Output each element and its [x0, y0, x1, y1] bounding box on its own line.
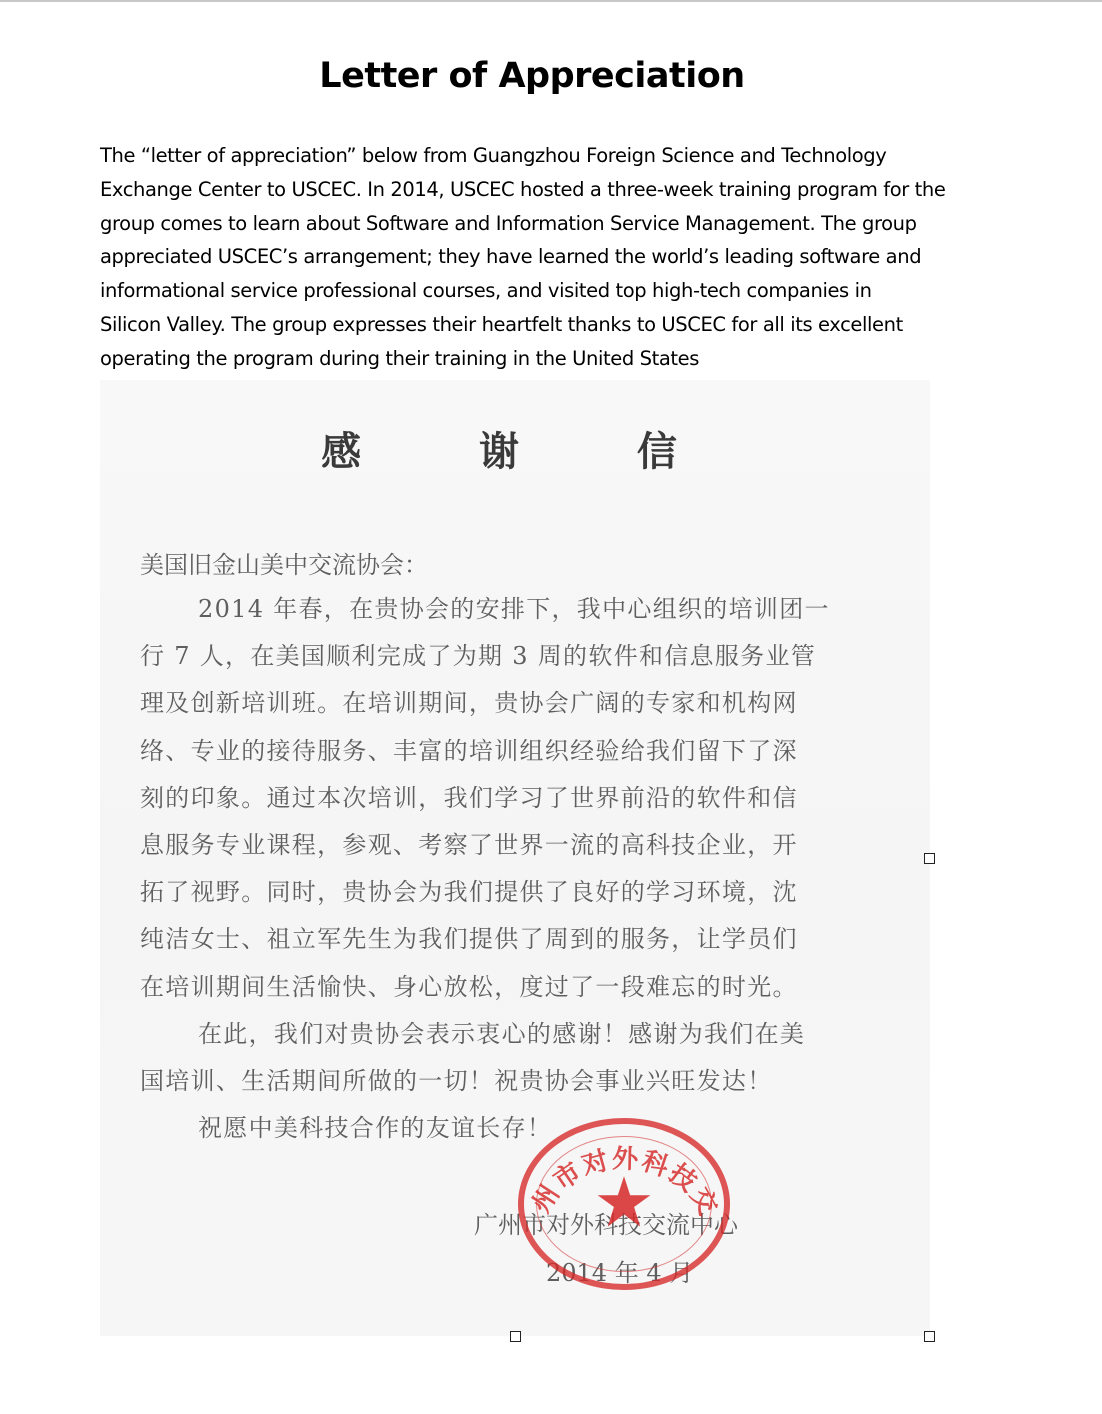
letter-title: 感 谢 信: [321, 428, 729, 475]
intro-line: group comes to learn about Software and Information Service Management. The group: [100, 211, 917, 235]
letter-line: 在培训期间生活愉快、身心放松，度过了一段难忘的时光。: [140, 972, 798, 1001]
red-seal-stamp: [518, 1118, 730, 1290]
letter-line: 刻的印象。通过本次培训，我们学习了世界前沿的软件和信: [140, 783, 798, 812]
intro-line: appreciated USCEC’s arrangement; they have learned the world’s leading software and: [100, 245, 922, 269]
letter-line: 纯洁女士、祖立军先生为我们提供了周到的服务，让学员们: [140, 925, 798, 954]
letter-line: 国培训、生活期间所做的一切！祝贵协会事业兴旺发达！: [140, 1067, 773, 1096]
intro-line: operating the program during their training in the United States: [100, 346, 700, 370]
star-icon: [596, 1174, 652, 1230]
intro-line: Exchange Center to USCEC. In 2014, USCEC hosted a three-week training program for the: [100, 177, 946, 201]
scanned-letter-image[interactable]: [100, 380, 930, 1336]
document-title: Letter of Appreciation: [319, 56, 745, 96]
resize-handle-right[interactable]: [924, 853, 935, 864]
resize-handle-bottom[interactable]: [510, 1331, 521, 1342]
letter-salutation: 美国旧金山美中交流协会：: [140, 551, 428, 579]
letter-line: 络、专业的接待服务、丰富的培训组织经验给我们留下了深: [140, 736, 798, 765]
letter-line: 在此，我们对贵协会表示衷心的感谢！感谢为我们在美: [198, 1019, 806, 1048]
letter-body: [140, 586, 900, 1152]
intro-line: The “letter of appreciation” below from Guangzhou Foreign Science and Technology: [100, 144, 887, 167]
letter-signature: 广州市对外科技交流中心: [474, 1211, 738, 1239]
letter-line: 2014 年春，在贵协会的安排下，我中心组织的培训团一: [198, 595, 830, 623]
letter-line: 拓了视野。同时，贵协会为我们提供了良好的学习环境，沈: [140, 878, 798, 907]
letter-line: 行 7 人，在美国顺利完成了为期 3 周的软件和信息服务业管: [140, 642, 817, 671]
intro-paragraph: [100, 139, 980, 376]
letter-line: 理及创新培训班。在培训期间，贵协会广阔的专家和机构网: [140, 689, 798, 718]
letter-line: 息服务专业课程，参观、考察了世界一流的高科技企业，开: [140, 831, 798, 860]
top-border: [0, 0, 1102, 2]
letter-line: 祝愿中美科技合作的友谊长存！: [198, 1114, 553, 1143]
resize-handle-bottom-right[interactable]: [924, 1331, 935, 1342]
intro-line: Silicon Valley. The group expresses their heartfelt thanks to USCEC for all its excellent: [100, 312, 903, 336]
intro-line: informational service professional courses, and visited top high-tech companies in: [100, 279, 872, 303]
letter-date: 2014 年 4 月: [546, 1259, 694, 1287]
svg-text:州市对外科技交: 州市对外科技交: [526, 1144, 724, 1222]
